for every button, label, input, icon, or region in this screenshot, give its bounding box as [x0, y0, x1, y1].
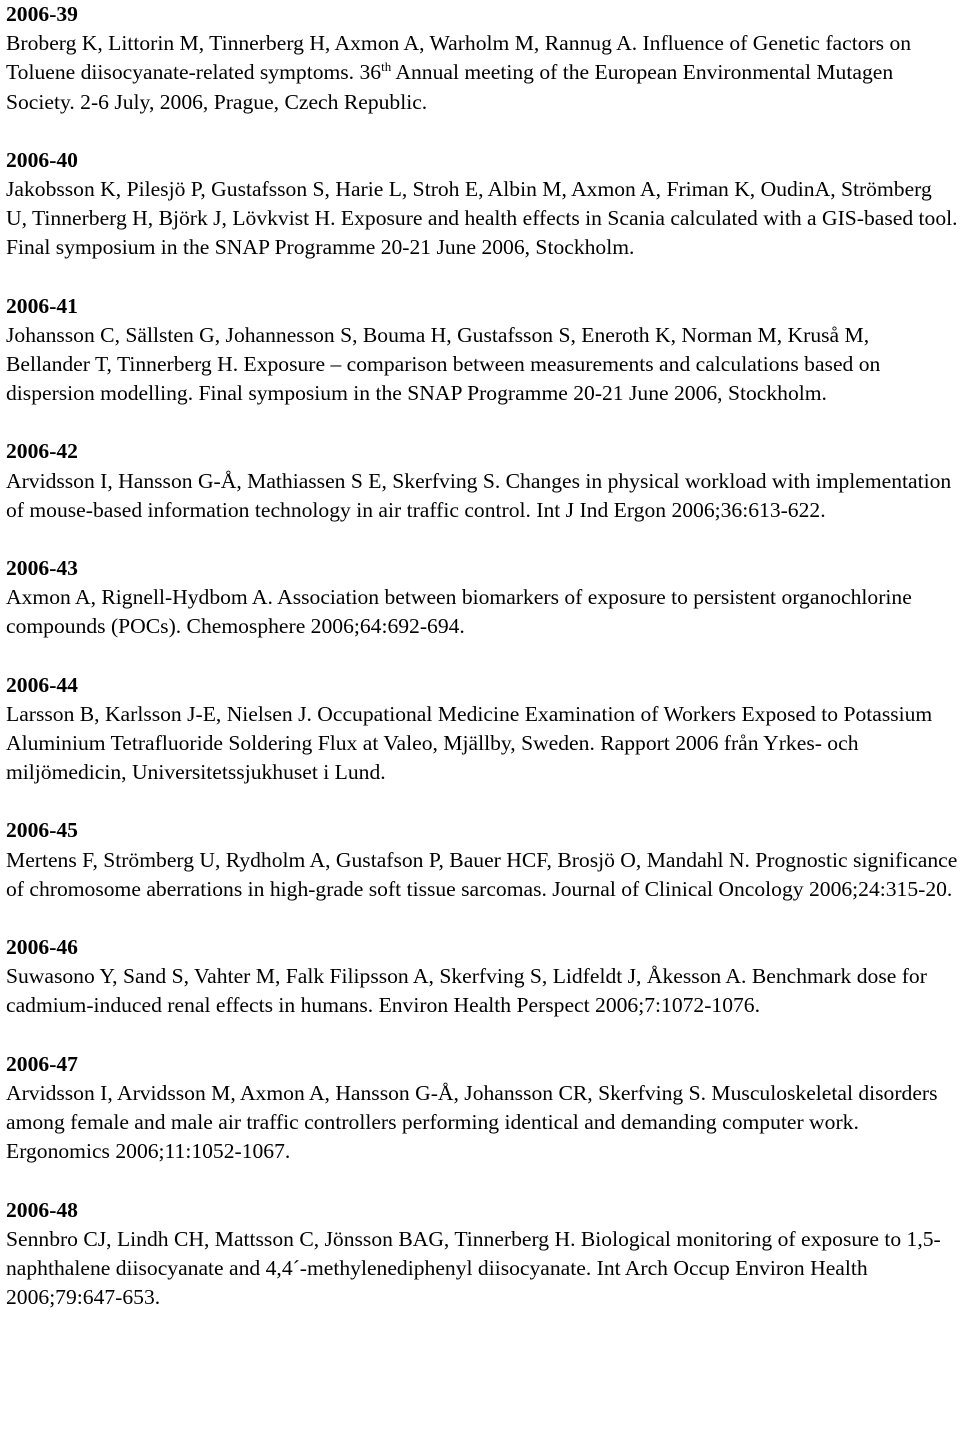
- reference-entry-2006-40: [6, 146, 958, 263]
- reference-id: 2006-42: [6, 439, 78, 464]
- reference-text: Suwasono Y, Sand S, Vahter M, Falk Filipsson A, Skerfving S, Lidfeldt J, Åkesson A. Benchmark dose for cadmium-induced renal effects in humans. Environ Health Perspect 2006;7:1072-1076.: [6, 964, 927, 1018]
- reference-text: Johansson C, Sällsten G, Johannesson S, Bouma H, Gustafsson S, Eneroth K, Norman M, Kruså M, Bellander T, Tinnerberg H. Exposure – comparison between measurements and calculations based on dispersion modelling. Final symposium in the SNAP Programme 20-21 June 2006, Stockholm.: [6, 322, 881, 406]
- reference-id: 2006-41: [6, 293, 78, 318]
- reference-entry-2006-48: [6, 1196, 958, 1313]
- reference-entry-2006-45: [6, 816, 958, 904]
- reference-id: 2006-48: [6, 1197, 78, 1222]
- reference-entry-2006-39: [6, 0, 958, 117]
- reference-entry-2006-42: [6, 437, 958, 525]
- reference-text: Axmon A, Rignell-Hydbom A. Association between biomarkers of exposure to persistent organochlorine compounds (POCs). Chemosphere 2006;64:692-694.: [6, 585, 912, 639]
- reference-text: Larsson B, Karlsson J-E, Nielsen J. Occupational Medicine Examination of Workers Exposed to Potassium Aluminium Tetrafluoride Soldering Flux at Valeo, Mjällby, Sweden. Rapport 2006 från Yrkes- och miljömedicin, Universitetssjukhuset i Lund.: [6, 701, 933, 785]
- reference-entry-2006-44: [6, 671, 958, 788]
- reference-entry-2006-46: [6, 933, 958, 1021]
- reference-id: 2006-47: [6, 1051, 78, 1076]
- reference-entry-2006-41: [6, 292, 958, 409]
- reference-text: Mertens F, Strömberg U, Rydholm A, Gustafson P, Bauer HCF, Brosjö O, Mandahl N. Prognostic significance of chromosome aberrations in high-grade soft tissue sarcomas. Journal of Clinical Oncology 2006;24:315-20.: [6, 847, 958, 901]
- reference-id: 2006-40: [6, 147, 78, 172]
- reference-id: 2006-45: [6, 818, 78, 843]
- reference-text: [6, 29, 958, 117]
- reference-id: 2006-44: [6, 672, 78, 697]
- reference-text: Sennbro CJ, Lindh CH, Mattsson C, Jönsson BAG, Tinnerberg H. Biological monitoring of exposure to 1,5-naphthalene diisocyanate and 4,4´-methylenediphenyl diisocyanate. Int Arch Occup Environ Health 2006;79:647-653.: [6, 1226, 941, 1310]
- reference-text: Arvidsson I, Hansson G-Å, Mathiassen S E, Skerfving S. Changes in physical workload with implementation of mouse-based information technology in air traffic control. Int J Ind Ergon 2006;36:613-622.: [6, 468, 952, 522]
- reference-text-part: Annual meeting of the European Environmental Mutagen Society. 2-6 July, 2006, Prague, Czech Republic.: [6, 60, 894, 114]
- reference-id: 2006-43: [6, 556, 78, 581]
- reference-id: 2006-39: [6, 2, 78, 26]
- reference-id: 2006-46: [6, 935, 78, 960]
- reference-entry-2006-43: [6, 554, 958, 642]
- reference-text: Arvidsson I, Arvidsson M, Axmon A, Hansson G-Å, Johansson CR, Skerfving S. Musculoskeletal disorders among female and male air traffic controllers performing identical and demanding computer work. Ergonomics 2006;11:1052-1067.: [6, 1080, 938, 1164]
- superscript: th: [381, 59, 392, 75]
- reference-entry-2006-47: [6, 1050, 958, 1167]
- reference-list: [6, 0, 958, 1341]
- reference-text-part: Broberg K, Littorin M, Tinnerberg H, Axmon A, Warholm M, Rannug A. Influence of Genetic factors on Toluene diisocyanate-related symptoms. 36: [6, 31, 912, 85]
- reference-text: Jakobsson K, Pilesjö P, Gustafsson S, Harie L, Stroh E, Albin M, Axmon A, Friman K, OudinA, Strömberg U, Tinnerberg H, Björk J, Lövkvist H. Exposure and health effects in Scania calculated with a GIS-based tool. Final symposium in the SNAP Programme 20-21 June 2006, Stockholm.: [6, 177, 958, 260]
